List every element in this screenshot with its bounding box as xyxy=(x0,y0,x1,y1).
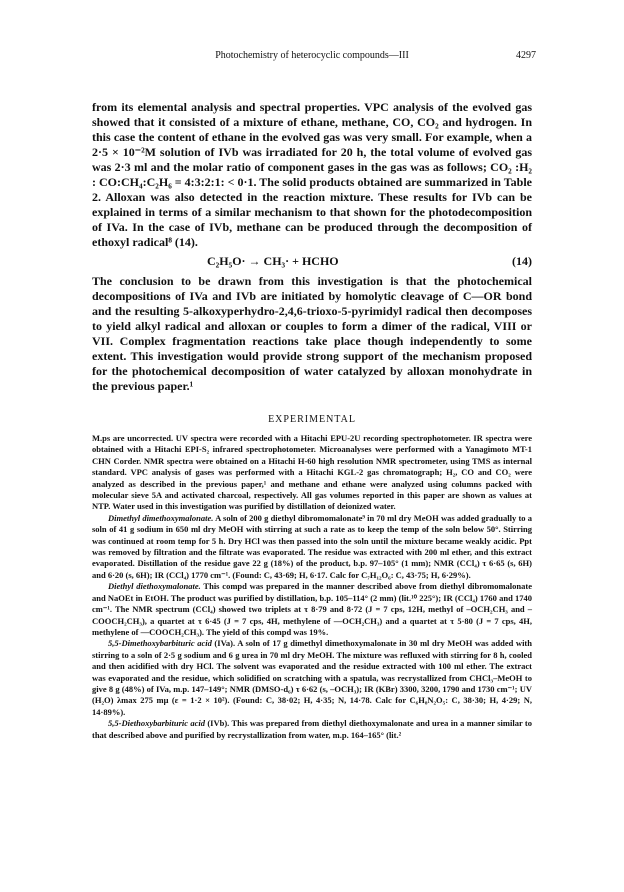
procedure-4-title: 5,5-Diethoxybarbituric acid xyxy=(108,718,206,729)
procedure-1 xyxy=(92,513,532,581)
equation-number: (14) xyxy=(512,254,532,268)
procedure-2 xyxy=(92,581,532,638)
experimental-section xyxy=(92,433,532,741)
procedure-3-title: 5,5-Dimethoxybarbituric acid xyxy=(108,638,212,649)
running-title: Photochemistry of heterocyclic compounds—III xyxy=(215,50,409,61)
procedure-1-title: Dimethyl dimethoxymalonate. xyxy=(108,512,214,523)
running-header xyxy=(0,50,624,66)
procedure-2-title: Diethyl diethoxymalonate. xyxy=(108,581,201,592)
equation-text: C₂H₅O· → CH₃· + HCHO xyxy=(207,254,339,268)
procedure-3 xyxy=(92,638,532,718)
procedure-4-text: (IVb). This was prepared from diethyl diethoxymalonate and urea in a manner similar to that described above and purified by recrystallization from water, m.p. 164–165° (lit.² xyxy=(92,718,532,740)
procedure-2-text: This compd was prepared in the manner described above from diethyl dibromomalonate and NaOEt in EtOH. The product was purified by distillation, b.p. 105–114° (2 mm) (lit.¹⁰ 225°); IR (CCl₄) 1760 and 1740 cm⁻¹. The NMR spectrum (CCl₄) showed two triplets at τ 8·79 and 8·72 (J = 7 cps, 12H, methyl of –OCH₂CH₃ and –COOCH₂CH₃), a quartet at τ 6·45 (J = 7 cps, 4H, methylene of —OCH₂CH₃) and a quartet at τ 5·80 (J = 7 cps, 4H, methylene of —COOCH₂CH₃). The yield of this compd was 19%. xyxy=(92,581,532,637)
procedure-4 xyxy=(92,718,532,741)
paragraph-1: from its elemental analysis and spectral properties. VPC analysis of the evolved gas showed that it consisted of a mixture of ethane, methane, CO, CO₂ and hydrogen. In this case the content of ethane in the evolved gas was very small. For example, when a 2·5 × 10⁻²M solution of IVb was irradiated for 20 h, the total volume of evolved gas was 2·3 ml and the molar ratio of component gases in the gas was as follows; CO₂ :H₂ : CO:CH₄:C₂H₆ = 4:3:2:1: < 0·1. The solid products obtained are summarized in Table 2. Alloxan was also detected in the reaction mixture. These results for IVb can be explained in terms of a similar mechanism to that shown for the photodecomposition of IVa. In the case of IVb, methane can be produced through the decomposition of ethoxyl radical⁸ (14). xyxy=(92,100,532,249)
paragraph-2: The conclusion to be drawn from this investigation is that the photochemical decompositions of IVa and IVb are initiated by homolytic cleavage of C—OR bond and the resulting 5-alkoxyperhydro-2,4,6-trioxo-5-pyrimidyl radical then decomposes to yield alkyl radical and alloxan or couples to form a dimer of the radical, VIII or VII. Complex fragmentation reactions take place though independently to some extent. This investigation would provide strong support of the mechanism proposed for the photochemical decomposition of water catalyzed by alloxan monohydrate in the previous paper.¹ xyxy=(92,274,532,393)
procedure-1-text: A soln of 200 g diethyl dibromomalonate⁹ in 70 ml dry MeOH was added gradually to a soln of 41 g sodium in 650 ml dry MeOH with stirring at such a rate as to keep the temp of the soln below 50°. Stirring was continued at room temp for 5 h. Dry HCl was then passed into the soln until the mixture became weakly acidic. Ppt was removed by filtration and the filtrate was evaporated. The residue was extracted with 200 ml ether, and this extract evaporated. Distillation of the residue gave 22 g (18%) of the product, b.p. 97–105° (1 mm); NMR (CCl₄) τ 6·65 (s, 6H) and 6·20 (s, 6H); IR (CCl₄) 1770 cm⁻¹. (Found: C, 43·69; H, 6·17. Calc for C₇H₁₂O₆: C, 43·75; H, 6·29%). xyxy=(92,512,532,580)
equation-14 xyxy=(92,252,532,272)
page-number: 4297 xyxy=(516,50,536,61)
section-heading: EXPERIMENTAL xyxy=(268,414,356,425)
experimental-intro: M.ps are uncorrected. UV spectra were recorded with a Hitachi EPU-2U recording spectrophotometer. IR spectra were obtained with a Hitachi EPI-S₂ infrared spectrophotometer. Microanalyses were performed with a Yanagimoto MT-1 CHN Corder. NMR spectra were obtained on a Hitachi H-60 high resolution NMR spectrometer, using TMS as internal standard. VPC analysis of gases was performed with a Hitachi KGL-2 gas chromatograph; H₂, CO and CO₂ were analyzed as described in the previous paper,¹ and methane and ethane were analyzed using columns packed with molecular sieve 5A and activated charcoal, respectively. All gas volumes reported in this paper are shown as values at NTP. Water used in this investigation was purified by distillation of deionized water. xyxy=(92,433,532,512)
main-text xyxy=(92,100,532,741)
procedure-3-text: (IVa). A soln of 17 g dimethyl dimethoxymalonate in 30 ml dry MeOH was added with stirring to a soln of 2·5 g sodium and 6 g urea in 70 ml dry MeOH. The mixture was refluxed with stirring for 8 h, cooled and then acidified with dry HCl. The solvent was evaporated and the residue extracted with 100 ml ether. The extract was evaporated and the residue, which solidified on scratching with a spatula, was recrystallized from CHCl₃–MeOH to give 8 g (48%) of IVa, m.p. 147–149°; NMR (DMSO-d₆) τ 6·62 (s, –OCH₃); IR (KBr) 3300, 3200, 1790 and 1730 cm⁻¹; UV (H₂O) λmax 275 mμ (ε = 1·2 × 10²). (Found: C, 38·02; H, 4·35; N, 14·78. Calc for C₆H₈N₂O₅: C, 38·30; H, 4·29; N, 14·89%). xyxy=(92,638,532,717)
